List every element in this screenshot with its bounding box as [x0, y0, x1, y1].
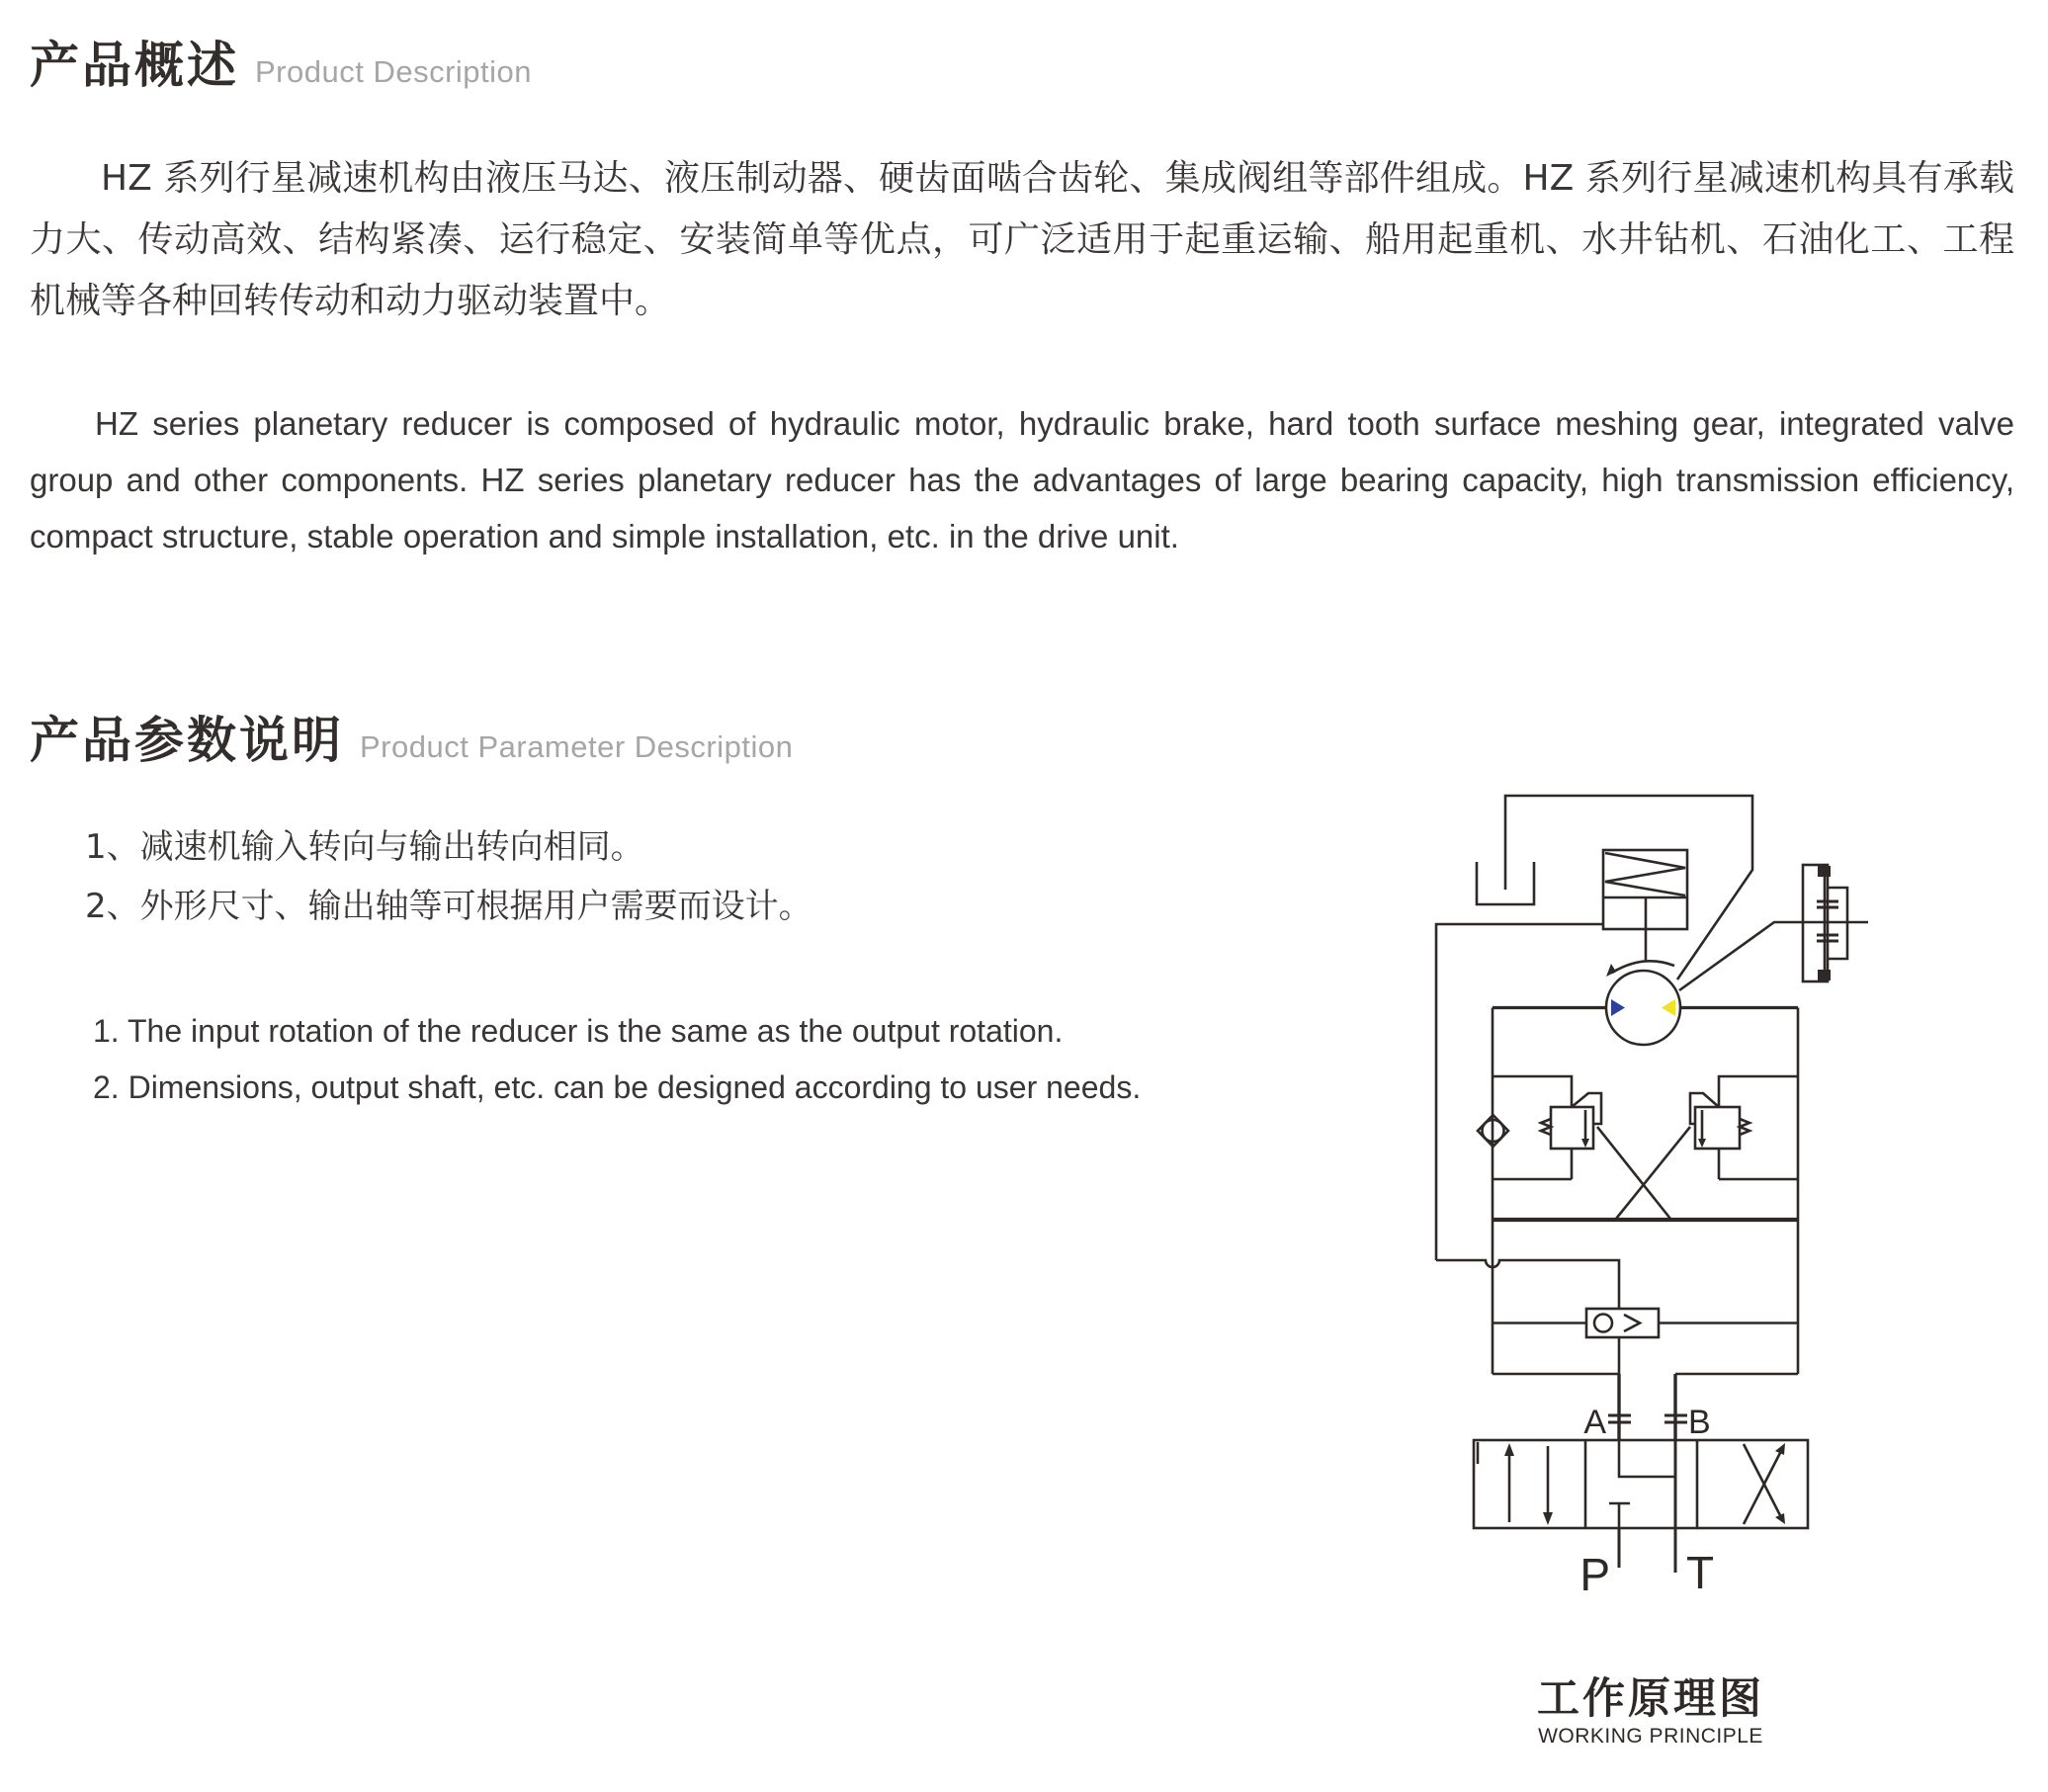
- overview-title-cn: 产品概述: [30, 37, 239, 94]
- port-a-label: A: [1583, 1404, 1606, 1441]
- left-supply-line: [1436, 924, 1603, 1260]
- diagram-caption-cn: 工作原理图: [1537, 1674, 1764, 1724]
- port-b-label: B: [1688, 1404, 1711, 1441]
- port-triangle-yellow: [1662, 999, 1675, 1016]
- overview-heading: [30, 26, 2014, 97]
- overview-section: [0, 0, 2048, 564]
- port-t-label: T: [1686, 1547, 1715, 1598]
- shuttle-valve-icon: [1586, 1309, 1659, 1337]
- hydraulic-motor-icon: [1606, 961, 1680, 1045]
- diagram-caption-en: WORKING PRINCIPLE: [1538, 1725, 1763, 1748]
- note-cn-2: 2、外形尺寸、输出轴等可根据用户需要而设计。: [85, 887, 812, 926]
- hydraulic-schematic: [1376, 776, 2018, 1769]
- overview-paragraph-cn: HZ 系列行星减速机构由液压马达、液压制动器、硬齿面啮合齿轮、集成阀组等部件组成。HZ 系列行星减速机构具有承载力大、传动高效、结构紧凑、运行稳定、安装简单等优点，可广泛适用于起重运输、船用起重机、水井钻机、石油化工、工程机械等各种回转传动和动力驱动装置中。: [30, 158, 2014, 321]
- relief-valve-right: [1695, 1107, 1749, 1149]
- port-triangle-blue: [1611, 999, 1625, 1016]
- parameters-heading: [30, 701, 2014, 772]
- motor-output-shaft: [1679, 922, 1868, 990]
- note-en-1: 1. The input rotation of the reducer is the same as the output rotation.: [93, 1013, 1064, 1049]
- parameters-title-cn: 产品参数说明: [30, 712, 344, 769]
- overview-paragraph-en: HZ series planetary reducer is composed of hydraulic motor, hydraulic brake, hard tooth surface meshing gear, integrated valve group and other components. HZ series planetary reducer has the advantages of large bearing capacity, high transmission efficiency, compact structure, stable operation and simple installation, etc. in the drive unit.: [30, 405, 2014, 555]
- port-p-label: P: [1579, 1549, 1610, 1600]
- relief-valve-left: [1541, 1107, 1593, 1149]
- overview-title-en: Product Description: [255, 54, 533, 89]
- working-principle-diagram: [1376, 776, 2018, 1769]
- parameters-title-en: Product Parameter Description: [360, 729, 794, 764]
- brake-valve-icon: [1603, 850, 1687, 962]
- pilot-line: [1505, 796, 1752, 980]
- directional-valve-icon: [1474, 1440, 1808, 1528]
- note-en-2: 2. Dimensions, output shaft, etc. can be designed according to user needs.: [93, 1069, 1142, 1105]
- note-cn-1: 1、减速机输入转向与输出转向相同。: [85, 827, 644, 867]
